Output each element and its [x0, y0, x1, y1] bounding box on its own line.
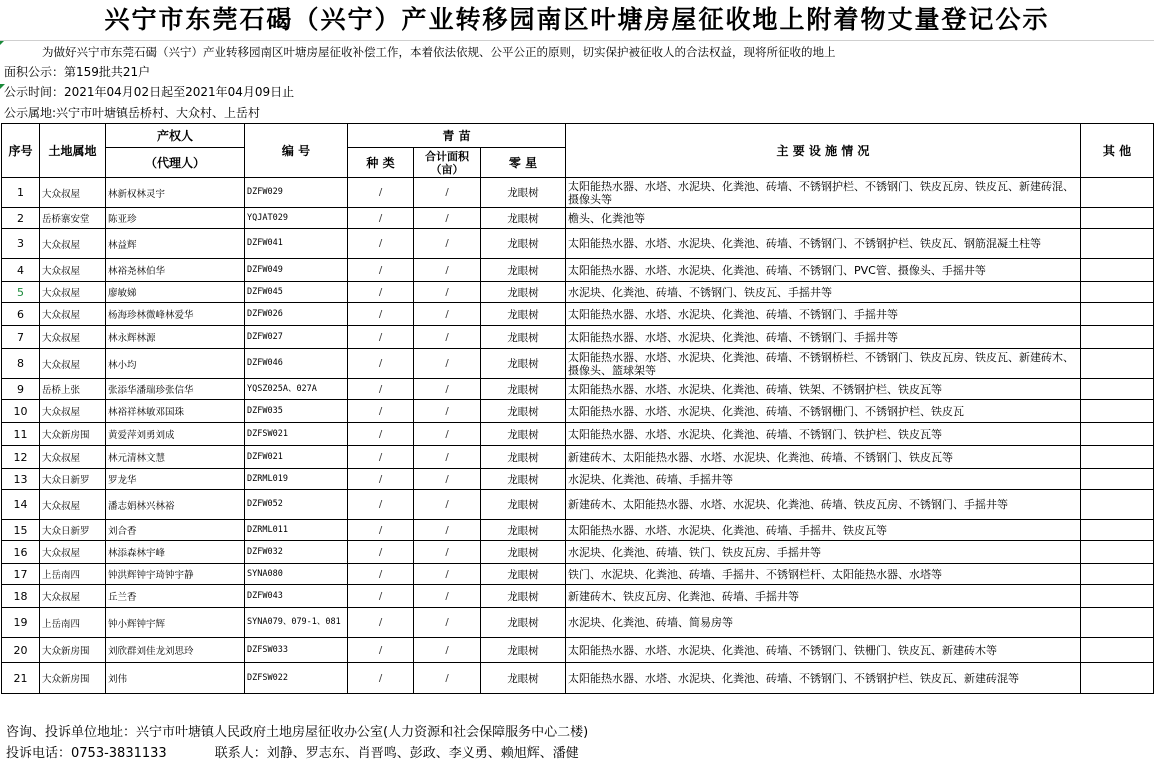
row-number: 13 — [2, 469, 40, 490]
property-code: DZFW035 — [245, 400, 348, 423]
table-row — [2, 178, 1154, 208]
land-location: 大众叔屋 — [40, 446, 106, 469]
row-number: 4 — [2, 259, 40, 282]
land-location: 大众叔屋 — [40, 259, 106, 282]
owner-name: 林永辉林源 — [106, 326, 245, 349]
land-location: 大众叔屋 — [40, 282, 106, 303]
row-number: 18 — [2, 585, 40, 608]
other-notes — [1081, 564, 1154, 585]
crop-area: / — [414, 638, 481, 663]
main-facilities: 水泥块、化粪池、砖墙、铁门、铁皮瓦房、手摇井等 — [566, 541, 1081, 564]
other-notes — [1081, 379, 1154, 400]
table-row — [2, 585, 1154, 608]
main-facilities: 太阳能热水器、水塔、水泥块、化粪池、砖墙、不锈钢桥栏、不锈钢门、铁皮瓦房、铁皮瓦、新建砖木、摄像头、篮球架等 — [566, 349, 1081, 379]
property-code: DZFW027 — [245, 326, 348, 349]
owner-name: 陈亚珍 — [106, 208, 245, 229]
main-facilities: 新建砖木、太阳能热水器、水塔、水泥块、化粪池、砖墙、不锈钢门、铁皮瓦等 — [566, 446, 1081, 469]
main-facilities: 太阳能热水器、水塔、水泥块、化粪池、砖墙、铁架、不锈钢护栏、铁皮瓦等 — [566, 379, 1081, 400]
table-row — [2, 349, 1154, 379]
header-sporadic: 零 星 — [481, 148, 566, 178]
row-number: 19 — [2, 608, 40, 638]
crop-area: / — [414, 400, 481, 423]
sporadic-trees: 龙眼树 — [481, 446, 566, 469]
land-location: 大众日新罗 — [40, 469, 106, 490]
complaint-phone: 投诉电话：0753-3831133 — [6, 746, 167, 761]
header-land: 土地属地 — [40, 124, 106, 178]
main-facilities: 水泥块、化粪池、砖墙、手摇井等 — [566, 469, 1081, 490]
main-facilities: 新建砖木、铁皮瓦房、化粪池、砖墙、手摇井等 — [566, 585, 1081, 608]
property-code: YQSZ025A、027A — [245, 379, 348, 400]
other-notes — [1081, 490, 1154, 520]
sporadic-trees: 龙眼树 — [481, 178, 566, 208]
crop-area: / — [414, 379, 481, 400]
crop-kind: / — [348, 208, 414, 229]
crop-kind: / — [348, 326, 414, 349]
row-number: 10 — [2, 400, 40, 423]
table-row — [2, 663, 1154, 694]
header-total-area: 合计面积（亩） — [414, 148, 481, 178]
crop-kind: / — [348, 282, 414, 303]
sporadic-trees: 龙眼树 — [481, 638, 566, 663]
land-location: 大众叔屋 — [40, 585, 106, 608]
row-number: 15 — [2, 520, 40, 541]
owner-name: 林裕祥林敏邓国珠 — [106, 400, 245, 423]
page-title: 兴宁市东莞石碣（兴宁）产业转移园南区叶塘房屋征收地上附着物丈量登记公示 — [104, 5, 1050, 34]
crop-area: / — [414, 608, 481, 638]
crop-area: / — [414, 326, 481, 349]
table-row — [2, 520, 1154, 541]
table-row — [2, 400, 1154, 423]
crop-kind: / — [348, 446, 414, 469]
crop-kind: / — [348, 259, 414, 282]
other-notes — [1081, 208, 1154, 229]
sporadic-trees: 龙眼树 — [481, 663, 566, 694]
sporadic-trees: 龙眼树 — [481, 541, 566, 564]
table-row — [2, 229, 1154, 259]
main-facilities: 太阳能热水器、水塔、水泥块、化粪池、砖墙、不锈钢门、手摇井等 — [566, 303, 1081, 326]
table-row — [2, 564, 1154, 585]
owner-name: 林小均 — [106, 349, 245, 379]
property-code: DZFSW021 — [245, 423, 348, 446]
property-code: DZFW052 — [245, 490, 348, 520]
main-facilities: 太阳能热水器、水塔、水泥块、化粪池、砖墙、不锈钢门、手摇井等 — [566, 326, 1081, 349]
land-location: 岳桥寨安堂 — [40, 208, 106, 229]
land-location: 大众叔屋 — [40, 326, 106, 349]
notice-location: 公示属地:兴宁市叶塘镇岳桥村、大众村、上岳村 — [4, 106, 261, 120]
owner-name: 黄爱萍刘勇刘成 — [106, 423, 245, 446]
crop-area: / — [414, 349, 481, 379]
crop-kind: / — [348, 400, 414, 423]
other-notes — [1081, 585, 1154, 608]
sporadic-trees: 龙眼树 — [481, 564, 566, 585]
property-code: DZFW045 — [245, 282, 348, 303]
crop-area: / — [414, 208, 481, 229]
property-code: DZFW026 — [245, 303, 348, 326]
sporadic-trees: 龙眼树 — [481, 520, 566, 541]
sporadic-trees: 龙眼树 — [481, 469, 566, 490]
sporadic-trees: 龙眼树 — [481, 608, 566, 638]
crop-kind: / — [348, 564, 414, 585]
other-notes — [1081, 326, 1154, 349]
intro-paragraph: 为做好兴宁市东莞石碣（兴宁）产业转移园南区叶塘房屋征收补偿工作，本着依法依规、公平公正的原则，切实保护被征收人的合法权益，现将所征收的地上 — [0, 40, 1154, 62]
crop-kind: / — [348, 229, 414, 259]
table-row — [2, 326, 1154, 349]
other-notes — [1081, 663, 1154, 694]
crop-area: / — [414, 663, 481, 694]
area-notice: 面积公示：第159批共21户 — [4, 65, 151, 79]
land-location: 大众叔屋 — [40, 490, 106, 520]
crop-area: / — [414, 541, 481, 564]
row-number: 7 — [2, 326, 40, 349]
property-code: DZFW021 — [245, 446, 348, 469]
owner-name: 刘合香 — [106, 520, 245, 541]
table-row — [2, 303, 1154, 326]
table-row — [2, 608, 1154, 638]
crop-kind: / — [348, 663, 414, 694]
property-code: DZFW032 — [245, 541, 348, 564]
property-code: DZFW046 — [245, 349, 348, 379]
row-number: 8 — [2, 349, 40, 379]
crop-kind: / — [348, 541, 414, 564]
crop-area: / — [414, 490, 481, 520]
crop-area: / — [414, 229, 481, 259]
table-row — [2, 541, 1154, 564]
header-facilities: 主 要 设 施 情 况 — [566, 124, 1081, 178]
land-location: 大众新房围 — [40, 638, 106, 663]
land-location: 大众日新罗 — [40, 520, 106, 541]
land-location: 大众叔屋 — [40, 400, 106, 423]
crop-area: / — [414, 469, 481, 490]
row-number: 11 — [2, 423, 40, 446]
header-owner: 产权人 — [106, 124, 245, 148]
header-agent: （代理人） — [106, 148, 245, 178]
crop-kind: / — [348, 585, 414, 608]
owner-name: 张添华潘瑞珍张信华 — [106, 379, 245, 400]
table-row — [2, 282, 1154, 303]
main-facilities: 檐头、化粪池等 — [566, 208, 1081, 229]
property-code: SYNA079、079-1、081 — [245, 608, 348, 638]
property-code: DZRML011 — [245, 520, 348, 541]
crop-area: / — [414, 446, 481, 469]
other-notes — [1081, 469, 1154, 490]
crop-area: / — [414, 423, 481, 446]
row-number: 1 — [2, 178, 40, 208]
property-code: DZFW029 — [245, 178, 348, 208]
owner-name: 林益辉 — [106, 229, 245, 259]
property-code: DZFW043 — [245, 585, 348, 608]
other-notes — [1081, 423, 1154, 446]
land-location: 大众叔屋 — [40, 303, 106, 326]
owner-name: 罗龙华 — [106, 469, 245, 490]
owner-name: 廖敏娣 — [106, 282, 245, 303]
row-number: 17 — [2, 564, 40, 585]
main-facilities: 铁门、水泥块、化粪池、砖墙、手摇井、不锈钢栏杆、太阳能热水器、水塔等 — [566, 564, 1081, 585]
crop-area: / — [414, 178, 481, 208]
other-notes — [1081, 541, 1154, 564]
crop-area: / — [414, 303, 481, 326]
other-notes — [1081, 638, 1154, 663]
owner-name: 潘志娟林兴林裕 — [106, 490, 245, 520]
owner-name: 刘欣群刘佳龙刘思玲 — [106, 638, 245, 663]
property-code: YQJAT029 — [245, 208, 348, 229]
row-number: 3 — [2, 229, 40, 259]
land-location: 上岳南四 — [40, 564, 106, 585]
table-row — [2, 259, 1154, 282]
owner-name: 钟小辉钟宇辉 — [106, 608, 245, 638]
property-code: DZFW049 — [245, 259, 348, 282]
sporadic-trees: 龙眼树 — [481, 326, 566, 349]
main-facilities: 太阳能热水器、水塔、水泥块、化粪池、砖墙、不锈钢门、不锈钢护栏、铁皮瓦、新建砖混等 — [566, 663, 1081, 694]
main-facilities: 太阳能热水器、水塔、水泥块、化粪池、砖墙、不锈钢门、PVC管、摄像头、手摇井等 — [566, 259, 1081, 282]
owner-name: 刘伟 — [106, 663, 245, 694]
header-kind: 种 类 — [348, 148, 414, 178]
other-notes — [1081, 608, 1154, 638]
other-notes — [1081, 520, 1154, 541]
notice-period: 公示时间：2021年04月02日起至2021年04月09日止 — [4, 85, 295, 99]
owner-name: 钟洪辉钟宇琦钟宇静 — [106, 564, 245, 585]
row-number: 9 — [2, 379, 40, 400]
crop-kind: / — [348, 349, 414, 379]
sporadic-trees: 龙眼树 — [481, 379, 566, 400]
header-no: 序号 — [2, 124, 40, 178]
table-row — [2, 490, 1154, 520]
crop-kind: / — [348, 178, 414, 208]
crop-area: / — [414, 282, 481, 303]
contact-persons: 联系人：刘静、罗志东、肖晋鸣、彭政、李义勇、赖旭辉、潘健 — [214, 746, 579, 761]
crop-area: / — [414, 585, 481, 608]
other-notes — [1081, 259, 1154, 282]
land-location: 大众新房围 — [40, 423, 106, 446]
crop-kind: / — [348, 303, 414, 326]
land-location: 上岳南四 — [40, 608, 106, 638]
crop-area: / — [414, 520, 481, 541]
sporadic-trees: 龙眼树 — [481, 423, 566, 446]
crop-area: / — [414, 259, 481, 282]
owner-name: 林添森林宇峰 — [106, 541, 245, 564]
table-row — [2, 423, 1154, 446]
land-location: 大众叔屋 — [40, 178, 106, 208]
main-facilities: 新建砖木、太阳能热水器、水塔、水泥块、化粪池、砖墙、铁皮瓦房、不锈钢门、手摇井等 — [566, 490, 1081, 520]
row-number: 12 — [2, 446, 40, 469]
property-code: DZFSW033 — [245, 638, 348, 663]
other-notes — [1081, 178, 1154, 208]
table-row — [2, 379, 1154, 400]
main-facilities: 太阳能热水器、水塔、水泥块、化粪池、砖墙、不锈钢门、铁护栏、铁皮瓦等 — [566, 423, 1081, 446]
other-notes — [1081, 282, 1154, 303]
row-number: 20 — [2, 638, 40, 663]
other-notes — [1081, 446, 1154, 469]
sporadic-trees: 龙眼树 — [481, 349, 566, 379]
other-notes — [1081, 400, 1154, 423]
sporadic-trees: 龙眼树 — [481, 490, 566, 520]
property-code: SYNA080 — [245, 564, 348, 585]
crop-kind: / — [348, 423, 414, 446]
sporadic-trees: 龙眼树 — [481, 400, 566, 423]
table-row — [2, 469, 1154, 490]
crop-kind: / — [348, 638, 414, 663]
crop-kind: / — [348, 379, 414, 400]
land-location: 大众新房围 — [40, 663, 106, 694]
property-code: DZFSW022 — [245, 663, 348, 694]
owner-name: 丘兰香 — [106, 585, 245, 608]
main-facilities: 太阳能热水器、水塔、水泥块、化粪池、砖墙、手摇井、铁皮瓦等 — [566, 520, 1081, 541]
sporadic-trees: 龙眼树 — [481, 208, 566, 229]
header-code: 编 号 — [245, 124, 348, 178]
crop-kind: / — [348, 490, 414, 520]
header-other: 其 他 — [1081, 124, 1154, 178]
other-notes — [1081, 303, 1154, 326]
row-number: 14 — [2, 490, 40, 520]
contact-line — [6, 743, 627, 764]
sporadic-trees: 龙眼树 — [481, 303, 566, 326]
crop-kind: / — [348, 608, 414, 638]
registration-table — [1, 123, 1154, 694]
crop-kind: / — [348, 520, 414, 541]
main-facilities: 水泥块、化粪池、砖墙、不锈钢门、铁皮瓦、手摇井等 — [566, 282, 1081, 303]
table-row — [2, 208, 1154, 229]
land-location: 岳桥上张 — [40, 379, 106, 400]
main-facilities: 太阳能热水器、水塔、水泥块、化粪池、砖墙、不锈钢护栏、不锈钢门、铁皮瓦房、铁皮瓦、新建砖混、摄像头等 — [566, 178, 1081, 208]
main-facilities: 太阳能热水器、水塔、水泥块、化粪池、砖墙、不锈钢栅门、不锈钢护栏、铁皮瓦 — [566, 400, 1081, 423]
other-notes — [1081, 229, 1154, 259]
owner-name: 林裕尧林伯华 — [106, 259, 245, 282]
row-number: 16 — [2, 541, 40, 564]
row-number: 21 — [2, 663, 40, 694]
table-row — [2, 446, 1154, 469]
sporadic-trees: 龙眼树 — [481, 282, 566, 303]
owner-name: 杨海珍林微峰林爱华 — [106, 303, 245, 326]
owner-name: 林元清林文慧 — [106, 446, 245, 469]
row-number: 6 — [2, 303, 40, 326]
land-location: 大众叔屋 — [40, 541, 106, 564]
main-facilities: 水泥块、化粪池、砖墙、简易房等 — [566, 608, 1081, 638]
row-number: 2 — [2, 208, 40, 229]
main-facilities: 太阳能热水器、水塔、水泥块、化粪池、砖墙、不锈钢门、不锈钢护栏、铁皮瓦、钢筋混凝土柱等 — [566, 229, 1081, 259]
land-location: 大众叔屋 — [40, 349, 106, 379]
sporadic-trees: 龙眼树 — [481, 259, 566, 282]
owner-name: 林新权林灵宇 — [106, 178, 245, 208]
header-crops: 青 苗 — [348, 124, 566, 148]
property-code: DZFW041 — [245, 229, 348, 259]
land-location: 大众叔屋 — [40, 229, 106, 259]
main-facilities: 太阳能热水器、水塔、水泥块、化粪池、砖墙、不锈钢门、铁栅门、铁皮瓦、新建砖木等 — [566, 638, 1081, 663]
other-notes — [1081, 349, 1154, 379]
contact-address: 咨询、投诉单位地址：兴宁市叶塘镇人民政府土地房屋征收办公室(人力资源和社会保障服务中心二楼) — [6, 725, 589, 740]
sporadic-trees: 龙眼树 — [481, 229, 566, 259]
crop-kind: / — [348, 469, 414, 490]
sporadic-trees: 龙眼树 — [481, 585, 566, 608]
property-code: DZRML019 — [245, 469, 348, 490]
row-number: 5 — [2, 282, 40, 303]
table-row — [2, 638, 1154, 663]
crop-area: / — [414, 564, 481, 585]
